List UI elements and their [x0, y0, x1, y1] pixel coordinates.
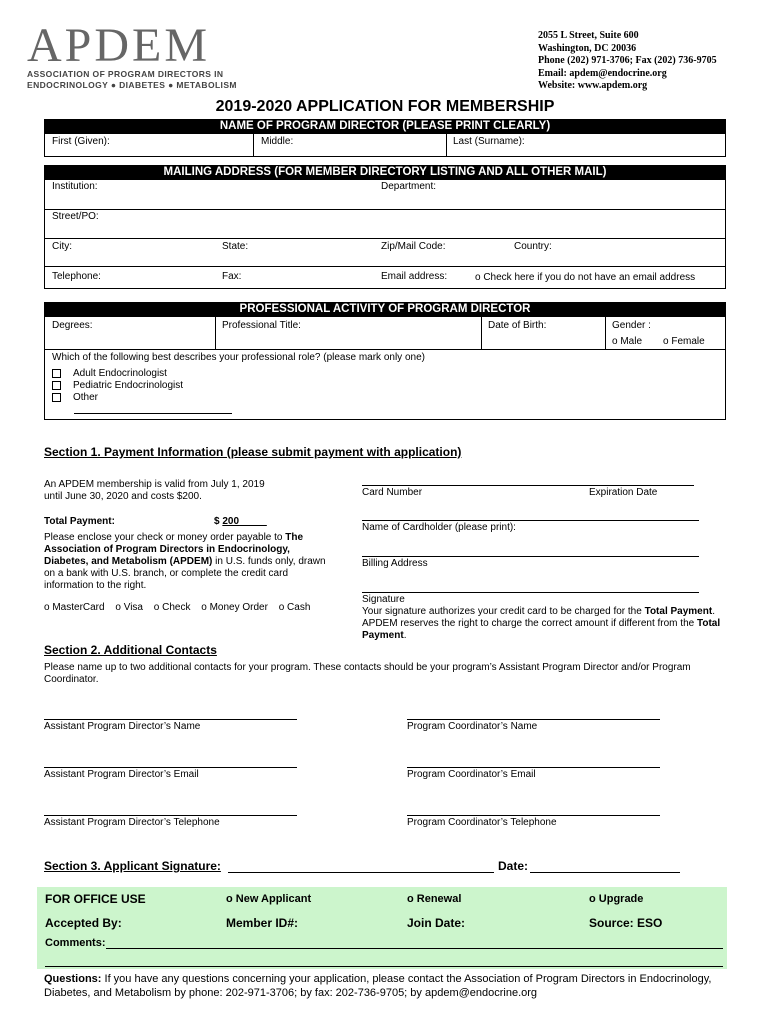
apd-name-input[interactable] [44, 719, 297, 720]
role-label: Adult Endocrinologist [73, 368, 167, 379]
no-email-checkbox[interactable]: o Check here if you do not have an email address [475, 272, 696, 283]
validity-line: An APDEM membership is valid from July 1, 2019 [44, 479, 265, 490]
telephone-field[interactable]: Telephone: [52, 271, 101, 282]
signature-label: Signature [362, 594, 405, 605]
comments-input-line2[interactable] [45, 966, 723, 967]
role-label: Other [73, 392, 99, 403]
address-line: Washington, DC 20036 [538, 42, 637, 54]
auth-text: Your signature authorizes your credit card to be charged for the [362, 606, 645, 617]
female-radio[interactable]: o Female [663, 336, 705, 347]
institution-field[interactable]: Institution: [52, 181, 98, 192]
divider [605, 316, 606, 349]
membership-validity [44, 479, 265, 503]
accepted-by-label: Accepted By: [45, 916, 122, 930]
validity-line: until June 30, 2020 and costs $200. [44, 491, 202, 502]
date-label: Date: [498, 859, 529, 873]
new-applicant-radio[interactable]: o New Applicant [226, 893, 312, 905]
department-field[interactable]: Department: [381, 181, 437, 192]
role-options [52, 368, 183, 404]
checkbox-icon [52, 369, 61, 378]
zip-field[interactable]: Zip/Mail Code: [381, 241, 446, 252]
cardholder-input[interactable] [362, 520, 699, 521]
role-pediatric-checkbox[interactable] [52, 380, 183, 392]
expiration-label: Expiration Date [589, 487, 658, 498]
mastercard-radio[interactable]: o MasterCard [44, 602, 105, 613]
apd-phone-label: Assistant Program Director’s Telephone [44, 817, 220, 828]
total-payment-label: Total Payment: [44, 516, 115, 527]
join-date-label: Join Date: [407, 916, 466, 930]
fax-field[interactable]: Fax: [222, 271, 242, 282]
gender-label: Gender : [612, 320, 651, 331]
member-id-label: Member ID#: [226, 916, 299, 930]
city-field[interactable]: City: [52, 241, 72, 252]
total-payment-value [214, 516, 267, 527]
auth-text: . APDEM reserves the right to charge the correct amount if different from the [362, 606, 715, 629]
questions-label: Questions: [44, 973, 102, 985]
checkbox-icon [52, 381, 61, 390]
auth-bold: Total Payment [644, 606, 713, 617]
page-title: 2019-2020 APPLICATION FOR MEMBERSHIP [215, 98, 555, 115]
professional-title-field[interactable]: Professional Title: [222, 320, 301, 331]
billing-address-input[interactable] [362, 556, 699, 557]
enclose-text: in U.S. funds only, drawn on a bank with U.S. branch, or complete the credit card information to the right. [44, 556, 326, 591]
divider [253, 133, 254, 157]
role-question: Which of the following best describes your professional role? (please mark only one) [52, 352, 425, 363]
name-fields-box [44, 133, 726, 157]
signature-authorization [362, 606, 727, 642]
card-number-label: Card Number [362, 487, 423, 498]
divider [44, 238, 726, 239]
logo-subtitle-2: ENDOCRINOLOGY ● DIABETES ● METABOLISM [27, 80, 237, 90]
apd-name-label: Assistant Program Director’s Name [44, 721, 201, 732]
comments-input[interactable] [106, 948, 723, 949]
male-radio[interactable]: o Male [612, 336, 643, 347]
last-name-field[interactable]: Last (Surname): [453, 136, 525, 147]
money-order-radio[interactable]: o Money Order [201, 602, 268, 613]
section2-heading: Section 2. Additional Contacts [44, 643, 217, 657]
questions-footer [44, 972, 724, 1000]
address-line: Phone (202) 971-3706; Fax (202) 736-9705 [538, 55, 717, 66]
org-address [538, 30, 717, 93]
divider [44, 209, 726, 210]
enclose-text: Please enclose your check or money order payable to [44, 532, 286, 543]
visa-radio[interactable]: o Visa [115, 602, 143, 613]
divider [446, 133, 447, 157]
address-line: Email: apdem@endocrine.org [538, 67, 667, 79]
auth-text: . [403, 630, 407, 641]
middle-name-field[interactable]: Middle: [261, 136, 294, 147]
comments-label: Comments: [45, 937, 106, 949]
section3-heading-text: Section 3. Applicant Signature: [44, 859, 221, 873]
section3-heading [44, 859, 221, 873]
office-use-title: FOR OFFICE USE [45, 892, 146, 906]
billing-address-label: Billing Address [362, 558, 428, 569]
address-line: 2055 L Street, Suite 600 [538, 30, 639, 41]
logo: APDEM [27, 19, 211, 72]
checkbox-icon [52, 393, 61, 402]
signature-input[interactable] [362, 592, 699, 593]
renewal-radio[interactable]: o Renewal [407, 893, 462, 905]
total-amount [222, 516, 266, 527]
apd-email-label: Assistant Program Director’s Email [44, 769, 199, 780]
professional-section-bar: PROFESSIONAL ACTIVITY OF PROGRAM DIRECTOR [44, 302, 726, 316]
check-radio[interactable]: o Check [153, 602, 191, 613]
section2-intro: Please name up to two additional contacts for your program. These contacts should be your program’s Assistant Program Director and/or Program Coordinator. [44, 662, 691, 685]
payee-name: The Association of Program Directors in Endocrinology, Diabetes, and Metabolism (APDEM) [44, 532, 304, 567]
date-of-birth-field[interactable]: Date of Birth: [488, 320, 547, 331]
pc-phone-input[interactable] [407, 815, 660, 816]
divider [44, 266, 726, 267]
logo-subtitle-1: ASSOCIATION OF PROGRAM DIRECTORS IN [27, 69, 224, 79]
currency-symbol: $ [214, 516, 220, 527]
role-adult-checkbox[interactable] [52, 368, 183, 380]
cardholder-label: Name of Cardholder (please print): [362, 522, 516, 533]
street-field[interactable]: Street/PO: [52, 211, 99, 222]
degrees-field[interactable]: Degrees: [52, 320, 93, 331]
email-field[interactable]: Email address: [381, 271, 448, 282]
total-amount-text: 200 [222, 516, 240, 527]
pc-phone-label: Program Coordinator’s Telephone [407, 817, 557, 828]
pc-name-label: Program Coordinator’s Name [407, 721, 538, 732]
divider [481, 316, 482, 349]
divider [44, 349, 726, 350]
payment-methods [44, 602, 310, 613]
apd-phone-input[interactable] [44, 815, 297, 816]
upgrade-radio[interactable]: o Upgrade [589, 893, 644, 905]
mailing-section-bar: MAILING ADDRESS (FOR MEMBER DIRECTORY LISTING AND ALL OTHER MAIL) [44, 165, 726, 179]
role-label: Pediatric Endocrinologist [73, 380, 184, 391]
source-label: Source: ESO [589, 916, 663, 930]
state-field[interactable]: State: [222, 241, 249, 252]
applicant-signature-input[interactable] [228, 872, 494, 873]
comments-text: Comments [45, 937, 102, 949]
date-input[interactable] [530, 872, 680, 873]
country-field[interactable]: Country: [514, 241, 552, 252]
first-name-field[interactable]: First (Given): [52, 136, 110, 147]
questions-text: If you have any questions concerning your application, please contact the Association of Program Directors in Endocrinology, Diabetes, and Metabolism by phone: 202-971-3706; by fax: 202-736-9705; by apdem@endocrine.org [44, 973, 712, 999]
divider [215, 316, 216, 349]
card-number-input[interactable] [362, 485, 694, 486]
pc-name-input[interactable] [407, 719, 660, 720]
section1-heading: Section 1. Payment Information (please submit payment with application) [44, 445, 462, 459]
other-role-input[interactable] [74, 413, 232, 414]
enclose-instructions [44, 532, 334, 592]
cash-radio[interactable]: o Cash [278, 602, 311, 613]
auth-bold: Total Payment [362, 618, 721, 641]
role-other-checkbox[interactable] [52, 392, 183, 404]
apd-email-input[interactable] [44, 767, 297, 768]
pc-email-input[interactable] [407, 767, 660, 768]
pc-email-label: Program Coordinator’s Email [407, 769, 536, 780]
name-section-bar: NAME OF PROGRAM DIRECTOR (PLEASE PRINT CLEARLY) [44, 119, 726, 133]
address-line: Website: www.apdem.org [538, 80, 648, 91]
